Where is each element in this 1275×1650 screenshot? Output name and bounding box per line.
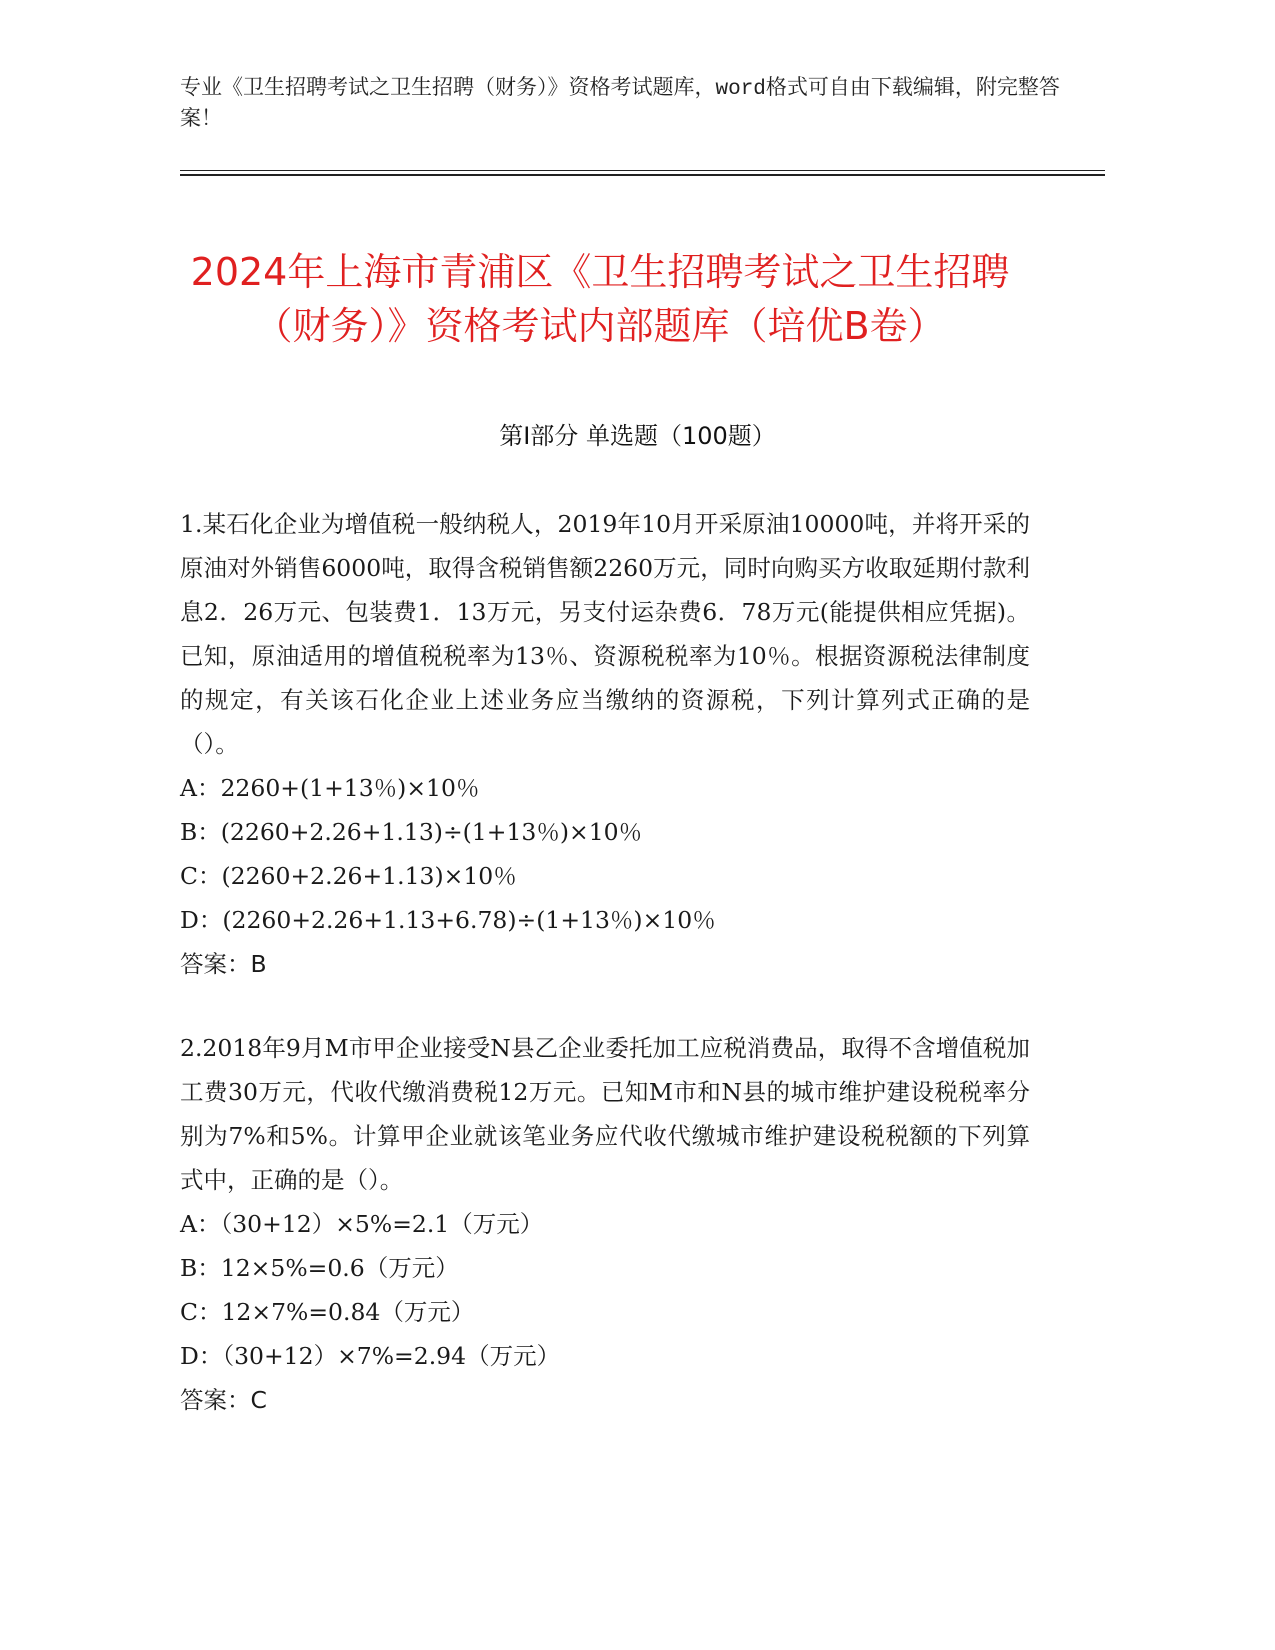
question-1-option-a: A：2260+(1+13％)×10％ — [180, 774, 480, 802]
document-title: 2024年上海市青浦区《卫生招聘考试之卫生招聘（财务）》资格考试内部题库（培优B卷） — [190, 250, 1010, 349]
question-2-option-b: B：12×5%=0.6（万元） — [180, 1254, 459, 1282]
question-1 — [180, 502, 1030, 986]
header-divider-thin — [180, 170, 1105, 171]
question-2-option-d: D：（30+12）×7%=2.94（万元） — [180, 1342, 561, 1370]
section-title: 第I部分 单选题（100题） — [499, 422, 776, 450]
question-1-option-d: D：(2260+2.26+1.13+6.78)÷(1+13％)×10％ — [180, 906, 716, 934]
question-1-answer: 答案：B — [180, 950, 267, 978]
question-1-option-b: B：(2260+2.26+1.13)÷(1+13％)×10％ — [180, 818, 643, 846]
question-2-option-a: A：（30+12）×5%=2.1（万元） — [180, 1210, 544, 1238]
question-2-answer: 答案：C — [180, 1386, 267, 1414]
question-1-stem: 1.某石化企业为增值税一般纳税人，2019年10月开采原油10000吨，并将开采的原油对外销售6000吨，取得含税销售额2260万元，同时向购买方收取延期付款利息2．26万元、包装费1．13万元，另支付运杂费6．78万元(能提供相应凭据)。已知，原油适用的增值税税率为13％、资源税税率为10％。根据资源税法律制度的规定，有关该石化企业上述业务应当缴纳的资源税，下列计算列式正确的是（）。 — [180, 510, 1030, 758]
header-note: 专业《卫生招聘考试之卫生招聘（财务）》资格考试题库，word格式可自由下载编辑，附完整答案！ — [180, 78, 1060, 132]
question-2-stem: 2.2018年9月M市甲企业接受N县乙企业委托加工应税消费品，取得不含增值税加工费30万元，代收代缴消费税12万元。已知M市和N县的城市维护建设税税率分别为7%和5%。计算甲企业就该笔业务应代收代缴城市维护建设税税额的下列算式中，正确的是（）。 — [180, 1034, 1030, 1194]
header-divider-thick — [180, 174, 1105, 176]
question-2 — [180, 1026, 1030, 1422]
question-1-option-c: C：(2260+2.26+1.13)×10％ — [180, 862, 517, 890]
question-2-option-c: C：12×7%=0.84（万元） — [180, 1298, 475, 1326]
